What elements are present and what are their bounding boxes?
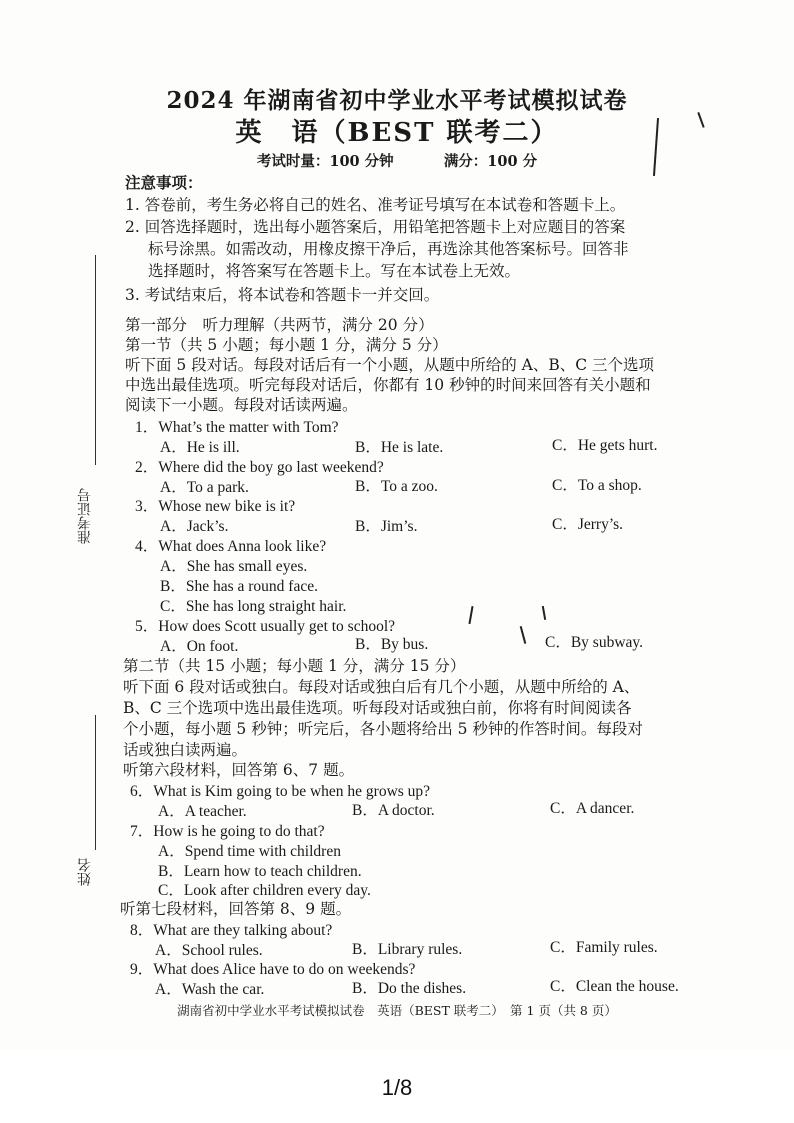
page-footer: 湖南省初中学业水平考试模拟试卷 英语（BEST 联考二） 第 1 页（共 8 页） (177, 1003, 617, 1018)
exam-number-label: 准考证号 (77, 488, 93, 544)
option-a: A．To a park. (160, 479, 249, 496)
option-c: C．A dancer. (550, 800, 635, 817)
question-stem: 1．What’s the matter with Tom? (135, 419, 339, 436)
option-b: B．Jim’s. (355, 518, 418, 535)
question-stem: 6．What is Kim going to be when he grows up? (130, 783, 431, 800)
section1-instruction: 阅读下一小题。每段对话读两遍。 (125, 396, 358, 414)
question-stem: 9．What does Alice have to do on weekends? (130, 961, 416, 978)
notice-item: 标号涂黑。如需改动，用橡皮擦干净后，再选涂其他答案标号。回答非 (148, 240, 629, 258)
question-stem: 4．What does Anna look like? (135, 538, 327, 555)
pen-mark (542, 606, 546, 620)
option-b: B．Library rules. (352, 941, 463, 958)
exam-meta (0, 150, 794, 171)
material-heading: 听第七段材料，回答第 8、9 题。 (120, 900, 352, 918)
notice-item: 3. 考试结束后，将本试卷和答题卡一并交回。 (125, 286, 440, 304)
option-b: B．She has a round face. (160, 578, 318, 595)
option-a: A．He is ill. (160, 439, 240, 456)
notice-item: 选择题时，将答案写在答题卡上。写在本试卷上无效。 (148, 262, 521, 280)
part1-title: 第一部分 听力理解（共两节，满分 20 分） (125, 316, 434, 334)
option-c: C．He gets hurt. (552, 437, 658, 454)
question-stem: 7．How is he going to do that? (130, 823, 325, 840)
exam-time: 考试时量：100 分钟 (256, 153, 394, 170)
question-stem: 5．How does Scott usually get to school? (135, 618, 396, 635)
option-c: C．She has long straight hair. (160, 598, 347, 615)
option-c: C．By subway. (545, 634, 644, 651)
pen-mark (468, 606, 473, 624)
section1-instruction: 中选出最佳选项。听完每段对话后，你都有 10 秒钟的时间来回答有关小题和 (125, 376, 651, 394)
notice-heading: 注意事项： (125, 173, 203, 192)
exam-title: 2024 年湖南省初中学业水平考试模拟试卷 (166, 87, 628, 114)
material-heading: 听第六段材料，回答第 6、7 题。 (123, 761, 355, 779)
option-a: A．On foot. (160, 638, 239, 655)
option-b: B．To a zoo. (355, 478, 438, 495)
page-indicator: 1/8 (381, 1075, 413, 1100)
option-c: C．Clean the house. (550, 978, 679, 995)
section2-instruction: 听下面 6 段对话或独白。每段对话或独白后有几个小题，从题中所给的 A、 (123, 678, 640, 696)
pen-mark (520, 626, 526, 644)
exam-subject: 英 语（BEST 联考二） (235, 118, 559, 148)
option-b: B．Learn how to teach children. (158, 863, 362, 880)
option-b: B．He is late. (355, 439, 444, 456)
option-a: A．She has small eyes. (160, 558, 308, 575)
section1-title: 第一节（共 5 小题；每小题 1 分，满分 5 分） (125, 336, 448, 354)
option-c: C．Family rules. (550, 939, 658, 956)
option-a: A．A teacher. (158, 803, 247, 820)
binding-line (95, 715, 96, 850)
option-b: B．Do the dishes. (352, 980, 467, 997)
section2-instruction: 话或独白读两遍。 (123, 741, 248, 759)
option-a: A．Spend time with children (158, 843, 341, 860)
option-c: C．To a shop. (552, 477, 642, 494)
section2-instruction: B、C 三个选项中选出最佳选项。听每段对话或独白前，你将有时间阅读各 (123, 699, 632, 717)
option-a: A．Wash the car. (155, 981, 265, 998)
option-b: B．A doctor. (352, 802, 435, 819)
option-c: C．Jerry’s. (552, 516, 624, 533)
option-a: A．Jack’s. (160, 518, 229, 535)
section2-title: 第二节（共 15 小题；每小题 1 分，满分 15 分） (123, 657, 466, 675)
option-a: A．School rules. (155, 942, 263, 959)
section2-instruction: 个小题，每小题 5 秒钟；听完后，各小题将给出 5 秒钟的作答时间。每段对 (123, 720, 643, 738)
binding-line (95, 255, 96, 465)
question-stem: 3．Whose new bike is it? (135, 498, 296, 515)
notice-item: 1. 答卷前，考生务必将自己的姓名、准考证号填写在本试卷和答题卡上。 (125, 196, 626, 214)
notice-item: 2. 回答选择题时，选出每小题答案后，用铅笔把答题卡上对应题目的答案 (125, 218, 626, 236)
exam-score: 满分：100 分 (443, 153, 538, 170)
option-c: C．Look after children every day. (158, 882, 371, 899)
question-stem: 8．What are they talking about? (130, 922, 333, 939)
section1-instruction: 听下面 5 段对话。每段对话后有一个小题，从题中所给的 A、B、C 三个选项 (125, 356, 655, 374)
question-stem: 2．Where did the boy go last weekend? (135, 459, 384, 476)
option-b: B．By bus. (355, 636, 429, 653)
name-label: 姓名 (77, 858, 93, 886)
